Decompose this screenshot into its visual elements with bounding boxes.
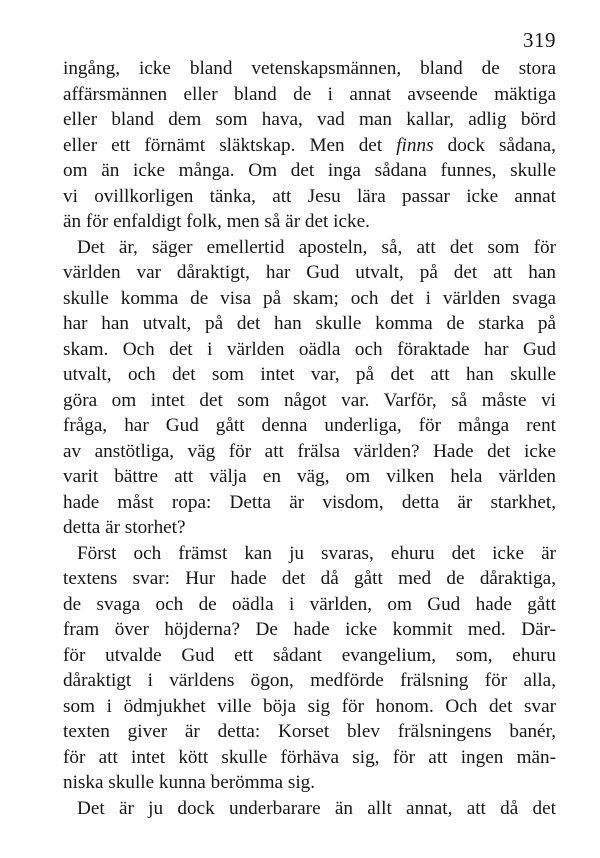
text-line: världen var dåraktigt, har Gud utvalt, på det att han [63,262,556,283]
text-line: ingång, icke bland vetenskapsmännen, bland de stora [63,58,556,79]
text-line: skulle komma de visa på skam; och det i världen svaga [63,287,556,309]
text-line: fram över höjderna? De hade icke kommit med. Där- [63,619,556,640]
text-line: har han utvalt, på det han skulle komma de starka på [63,313,556,334]
paragraph [63,796,556,822]
text-line: Det är, säger emellertid aposteln, så, att det som för [77,236,556,258]
text-line: hade måst ropa: Detta är visdom, detta är starkhet, [63,491,556,513]
text-line: niska skulle kunna berömma sig. [63,772,316,793]
text-line: skam. Och det i världen oädla och föraktade har Gud [63,338,556,360]
text-line: göra om intet det som något var. Varför, så måste vi [63,389,556,411]
text-line: av anstötliga, väg för att frälsa världen? Hade det icke [63,440,556,462]
paragraph [63,56,556,235]
text-line: Det är ju dock underbarare än allt annat, att då det [77,797,556,819]
text-line: än för enfaldigt folk, men så är det icke. [63,211,370,232]
paragraph [63,235,556,541]
text-line: texten giver är detta: Korset blev frälsningens banér, [63,721,556,742]
emphasized-word: finns [396,134,434,156]
text-line: Först och främst kan ju svaras, ehuru det icke är [77,542,556,564]
text-line: textens svar: Hur hade det då gått med de dåraktiga, [63,568,556,589]
text-line: fråga, har Gud gått denna underliga, för många rent [63,415,556,436]
body-text [63,56,556,821]
paragraph [63,541,556,796]
text-line: de svaga och de oädla i världen, om Gud hade gått [63,593,556,615]
text-line: varit bättre att välja en väg, om vilken hela världen [63,466,556,487]
text-line: detta är storhet? [63,517,186,538]
text-line: för utvalde Gud ett sådant evangelium, som, ehuru [63,644,556,666]
text-line: eller bland dem som hava, vad man kallar, adlig börd [63,109,556,130]
page-number: 319 [523,28,556,52]
text-line: eller ett förnämt släktskap. Men det finns dock sådana, [63,134,556,156]
text-line: affärsmännen eller bland de i annat avseende mäktiga [63,83,556,105]
text-line: för att intet kött skulle förhäva sig, för att ingen män- [63,746,556,768]
text-line: utvalt, och det som intet var, på det att han skulle [63,364,556,385]
text-line: vi ovillkorligen tänka, att Jesu lära passar icke annat [63,185,556,207]
text-line: som i ödmjukhet ville böja sig för honom. Och det svar [63,695,556,717]
text-line: dåraktigt i världens ögon, medförde frälsning för alla, [63,670,556,691]
text-line: om än icke många. Om det inga sådana funnes, skulle [63,160,556,181]
